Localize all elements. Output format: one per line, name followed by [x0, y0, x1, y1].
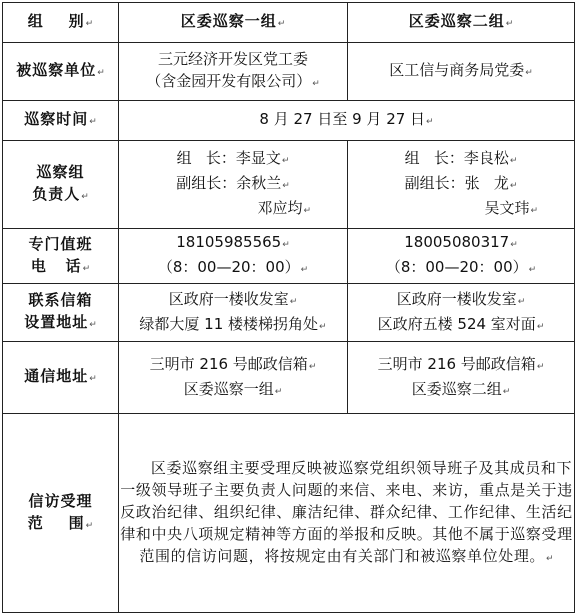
paragraph-mark: ↵ — [536, 321, 545, 332]
group1-leaders — [119, 141, 348, 229]
mailbox-row — [3, 284, 575, 342]
paragraph-mark: ↵ — [528, 265, 537, 275]
group2-mailbox — [348, 284, 575, 342]
group2-leader: 组 长：李良松 — [404, 149, 509, 167]
group1-unit-line1: 三元经济开发区党工委 — [157, 50, 308, 68]
paragraph-mark: ↵ — [282, 181, 290, 191]
group2-leaders — [348, 141, 575, 229]
group-label: 组 别 — [27, 12, 85, 30]
group1-deputy2: 邓应均 — [257, 199, 303, 217]
paragraph-mark: ↵ — [510, 240, 518, 250]
time-value: 8 月 27 日至 9 月 27 日 — [259, 110, 426, 128]
paragraph-mark: ↵ — [289, 296, 298, 307]
unit-row — [3, 43, 575, 101]
group2-mailbox-line1: 区政府一楼收发室 — [396, 289, 517, 308]
group2-deputy2: 吴文玮 — [484, 199, 530, 217]
leaders-label-line2: 负责人 — [32, 185, 81, 203]
postal-label: 通信地址 — [24, 367, 89, 385]
leaders-label-cell — [3, 141, 119, 229]
group1-title: 区委巡察一组 — [180, 12, 277, 30]
scope-label-line1: 信访受理 — [28, 491, 93, 510]
group2-hotline-number: 18005080317 — [404, 233, 510, 251]
paragraph-mark: ↵ — [85, 19, 94, 29]
mailbox-label-line2: 设置地址 — [24, 313, 89, 331]
paragraph-mark: ↵ — [536, 361, 545, 372]
hotline-row — [3, 229, 575, 284]
group2-mailbox-line2: 区政府五楼 524 室对面 — [377, 314, 536, 333]
paragraph-mark: ↵ — [89, 320, 97, 330]
group1-mailbox-line2: 绿都大厦 11 楼楼梯拐角处 — [139, 314, 319, 333]
postal-row — [3, 342, 575, 414]
paragraph-mark: ↵ — [426, 117, 434, 127]
paragraph-mark: ↵ — [319, 321, 327, 332]
time-value-cell — [119, 101, 575, 141]
paragraph-mark: ↵ — [517, 296, 526, 307]
group1-deputy: 副组长：余秋兰 — [176, 174, 282, 192]
time-row — [3, 101, 575, 141]
paragraph-mark: ↵ — [546, 553, 554, 564]
paragraph-mark: ↵ — [303, 206, 311, 216]
scope-label-line2: 范 围 — [27, 513, 85, 532]
paragraph-mark: ↵ — [89, 374, 97, 384]
hotline-label-line2: 电 话 — [30, 256, 82, 275]
header-row — [3, 3, 575, 43]
leaders-label-line1: 巡察组 — [36, 163, 85, 181]
group2-postal-line1: 三明市 216 号邮政信箱 — [377, 354, 536, 373]
hotline-label-line1: 专门值班 — [28, 234, 93, 253]
group2-hotline-hours: （8：00—20：00） — [385, 258, 528, 276]
group1-postal-line2: 区委巡察一组 — [183, 379, 274, 398]
mailbox-label-line1: 联系信箱 — [28, 291, 93, 309]
scope-row — [3, 414, 575, 613]
group2-hotline — [348, 229, 575, 284]
group1-leader: 组 长：李显文 — [176, 149, 281, 167]
unit-label-cell — [3, 43, 119, 101]
paragraph-mark: ↵ — [308, 361, 317, 372]
scope-label-cell — [3, 414, 119, 613]
time-label-cell — [3, 101, 119, 141]
scope-text: 区委巡察组主要受理反映被巡察党组织领导班子及其成员和下一级领导班子主要负责人问题的来信、来电、来访，重点是关于违反政治纪律、组织纪律、廉洁纪律、群众纪律、工作纪律、生活纪律和中央八项规定精神等方面的举报和反映。其他不属于巡察受理范围的信访问题，将按规定由有关部门和被巡察单位处理。 — [120, 458, 573, 565]
paragraph-mark: ↵ — [282, 240, 290, 250]
hotline-label-cell — [3, 229, 119, 284]
group1-mailbox-line1: 区政府一楼收发室 — [168, 289, 289, 308]
group1-hotline — [119, 229, 348, 284]
paragraph-mark: ↵ — [530, 206, 538, 216]
paragraph-mark: ↵ — [277, 19, 286, 29]
paragraph-mark: ↵ — [281, 156, 290, 166]
group1-mailbox — [119, 284, 348, 342]
group1-hotline-number: 18105985565 — [176, 233, 282, 251]
paragraph-mark: ↵ — [312, 79, 320, 89]
postal-label-cell — [3, 342, 119, 414]
paragraph-mark: ↵ — [89, 117, 97, 127]
group1-unit — [119, 43, 348, 101]
leaders-row — [3, 141, 575, 229]
group-label-cell — [3, 3, 119, 43]
group2-postal — [348, 342, 575, 414]
paragraph-mark: ↵ — [509, 181, 518, 191]
group2-unit-text: 区工信与商务局党委 — [389, 61, 525, 79]
group1-postal-line1: 三明市 216 号邮政信箱 — [149, 354, 308, 373]
inspection-info-table — [2, 2, 575, 613]
paragraph-mark: ↵ — [82, 263, 91, 274]
group1-hotline-hours: （8：00—20：00） — [157, 258, 300, 276]
paragraph-mark: ↵ — [300, 265, 309, 275]
group2-deputy: 副组长：张 龙 — [404, 174, 509, 192]
paragraph-mark: ↵ — [525, 68, 533, 78]
group2-header — [348, 3, 575, 43]
group1-header — [119, 3, 348, 43]
group2-postal-line2: 区委巡察二组 — [411, 379, 502, 398]
group2-title: 区委巡察二组 — [408, 12, 505, 30]
group1-postal — [119, 342, 348, 414]
scope-text-cell — [119, 414, 575, 613]
paragraph-mark: ↵ — [81, 192, 89, 202]
group1-unit-line2: （含金园开发有限公司） — [146, 72, 312, 90]
time-label: 巡察时间 — [24, 110, 89, 128]
paragraph-mark: ↵ — [97, 68, 105, 78]
paragraph-mark: ↵ — [85, 520, 94, 531]
group2-unit — [348, 43, 575, 101]
unit-label: 被巡察单位 — [16, 61, 97, 79]
paragraph-mark: ↵ — [502, 386, 511, 397]
paragraph-mark: ↵ — [505, 19, 514, 29]
paragraph-mark: ↵ — [274, 386, 283, 397]
mailbox-label-cell — [3, 284, 119, 342]
paragraph-mark: ↵ — [509, 156, 518, 166]
